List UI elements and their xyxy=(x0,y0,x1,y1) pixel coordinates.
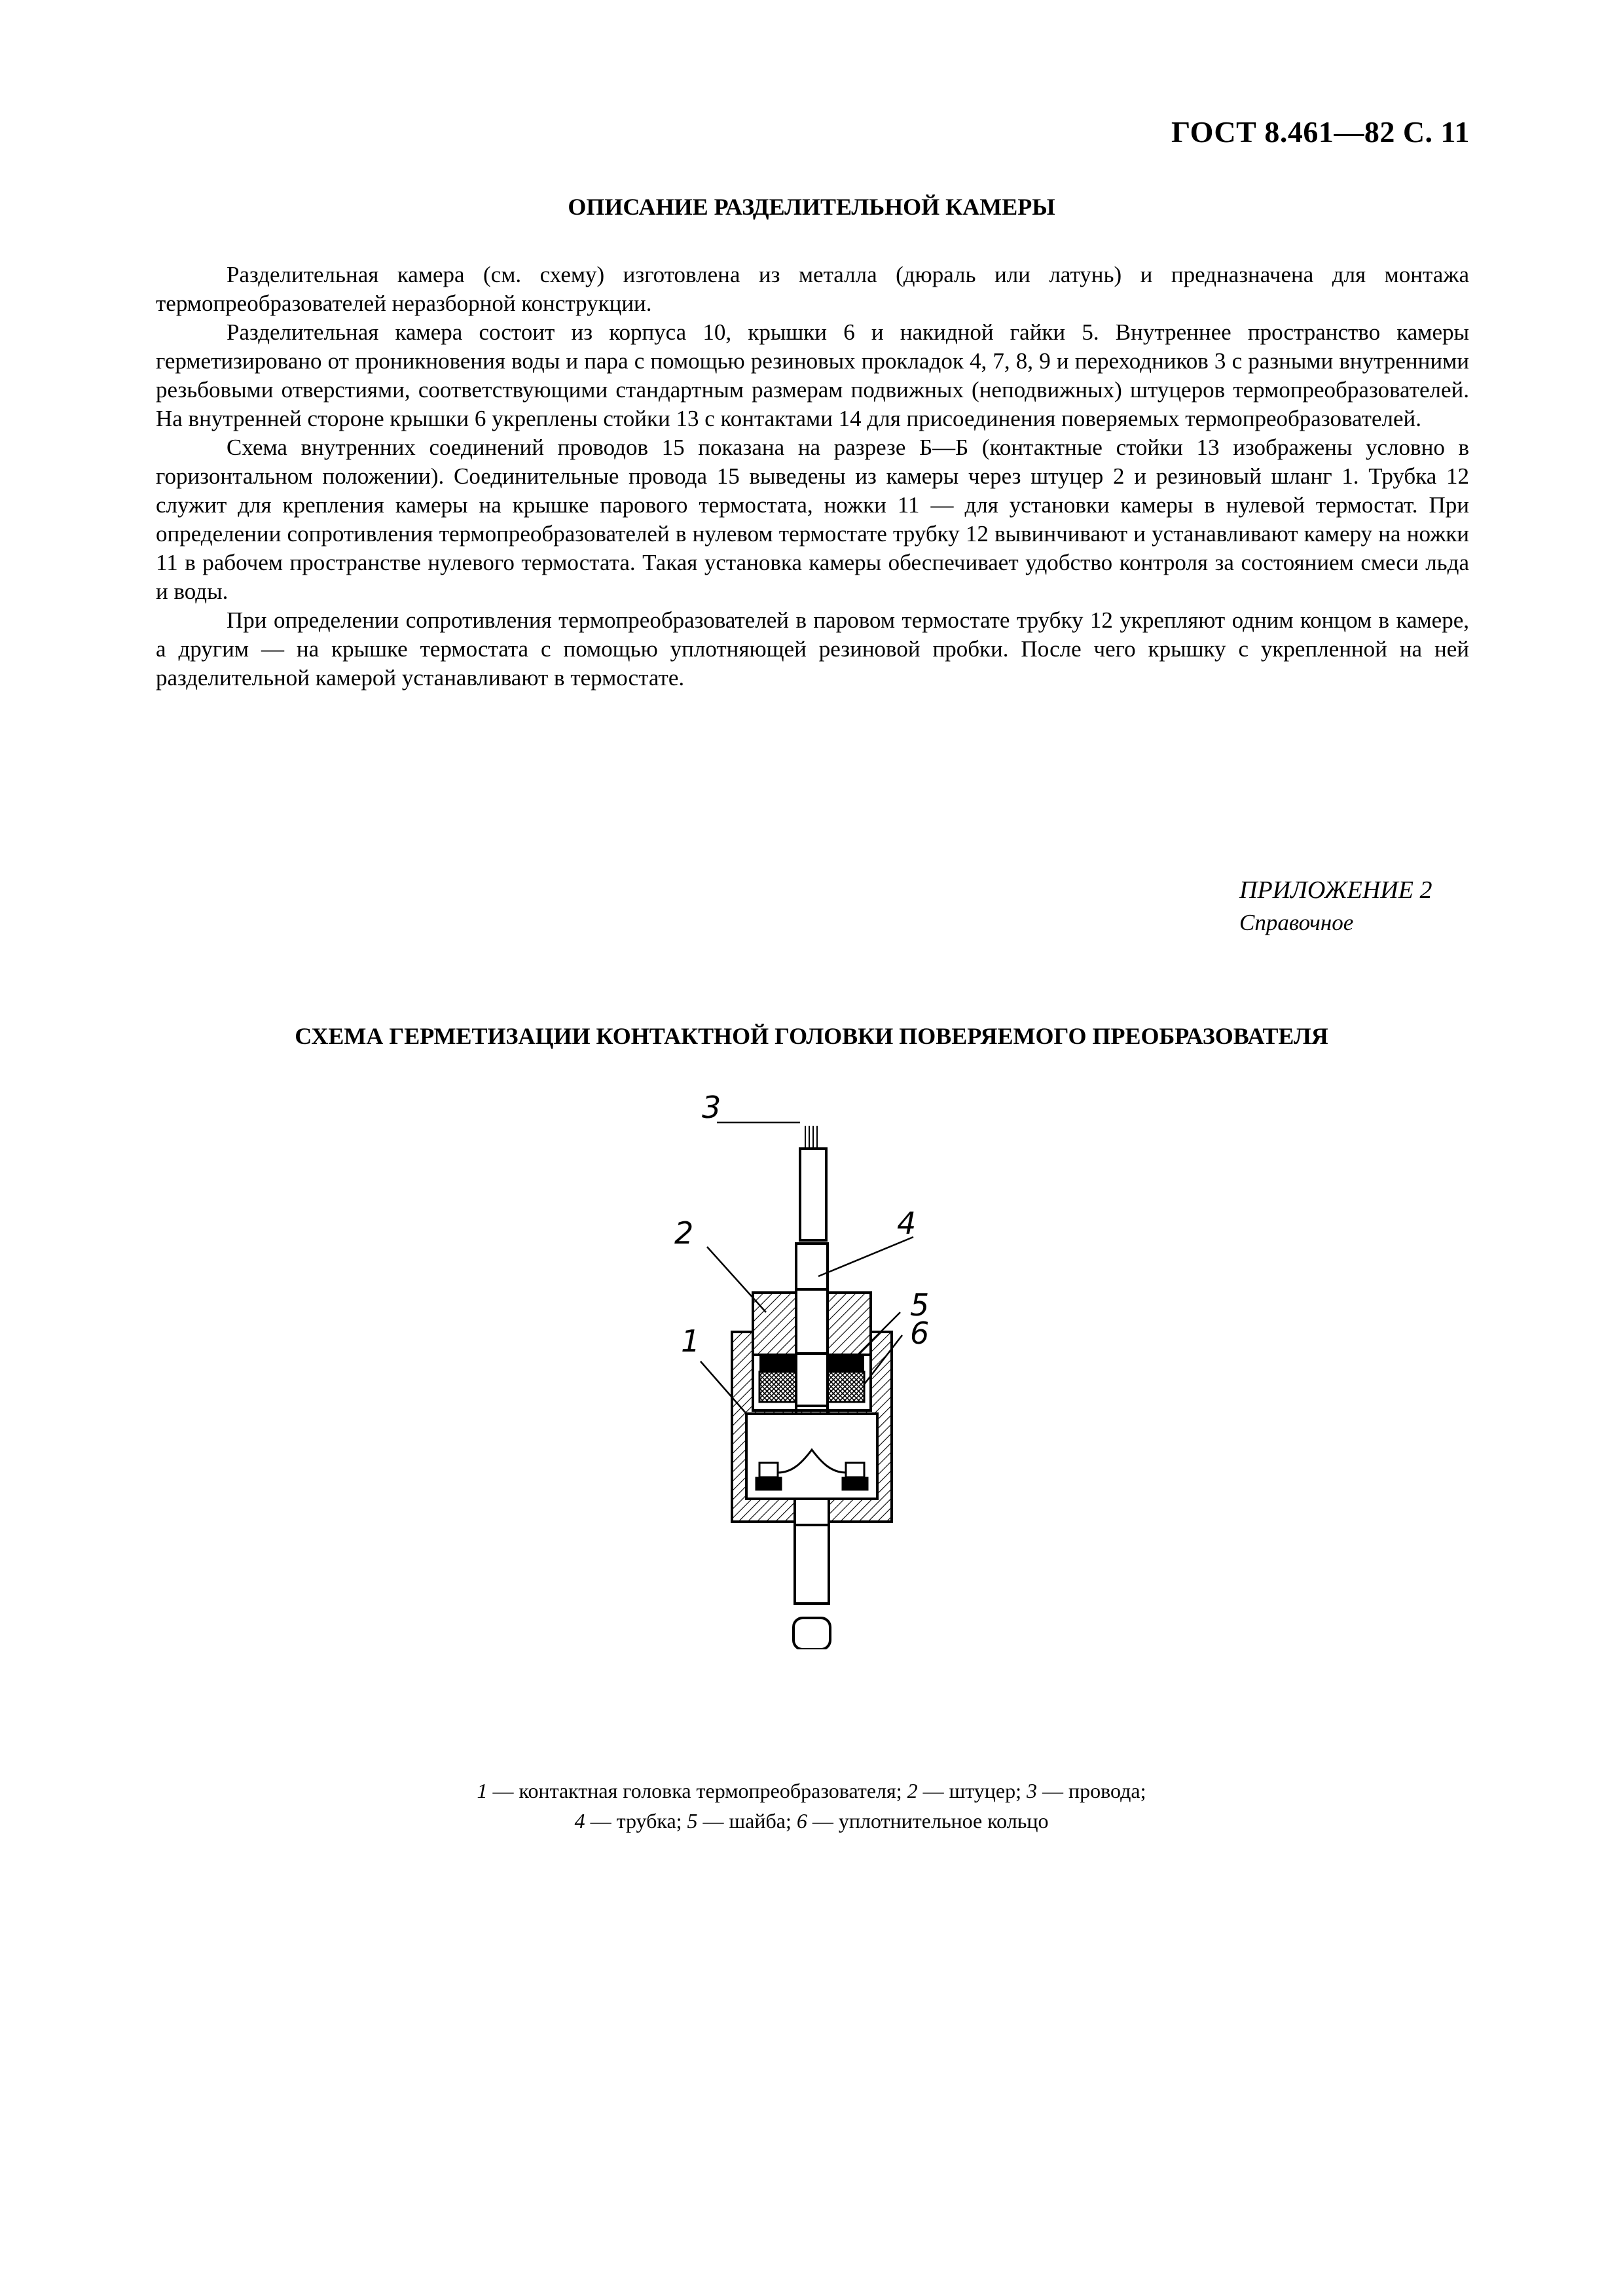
section-title-sealing-scheme: СХЕМА ГЕРМЕТИЗАЦИИ КОНТАКТНОЙ ГОЛОВКИ ПОВЕРЯЕМОГО ПРЕОБРАЗОВАТЕЛЯ xyxy=(295,1023,1328,1049)
sealing-scheme-drawing xyxy=(655,1086,995,1649)
caption-number: 5 xyxy=(687,1809,698,1833)
caption-number: 2 xyxy=(907,1779,918,1803)
body-text xyxy=(156,260,1469,692)
callout-6: 6 xyxy=(910,1316,930,1351)
lower-tube xyxy=(793,1525,830,1649)
caption-number: 3 xyxy=(1027,1779,1038,1803)
section-title-separation-chamber: ОПИСАНИЕ РАЗДЕЛИТЕЛЬНОЙ КАМЕРЫ xyxy=(568,194,1055,220)
caption-number: 6 xyxy=(796,1809,807,1833)
callout-2: 2 xyxy=(674,1215,694,1251)
paragraph: При определении сопротивления термопреобразователей в паровом термостате трубку 12 укрепляют одним концом в камере, а другим — на крышке термостата с помощью уплотняющей резиновой пробки. После чего крышку с укрепленной на ней разделительной камерой устанавливают в термостате. xyxy=(156,607,1469,691)
figure-caption xyxy=(0,1776,1623,1836)
callout-3: 3 xyxy=(702,1090,721,1125)
caption-text: — провода; xyxy=(1037,1779,1146,1803)
paragraph: Разделительная камера (см. схему) изготовлена из металла (дюраль или латунь) и предназначена для монтажа термопреобразователей неразборной конструкции. xyxy=(156,262,1469,316)
caption-text: — уплотнительное кольцо xyxy=(807,1809,1049,1833)
appendix-heading xyxy=(1239,874,1432,939)
paragraph: Разделительная камера состоит из корпуса 10, крышки 6 и накидной гайки 5. Внутреннее пространство камеры герметизировано от проникновения воды и пара с помощью резиновых прокладок 4, 7, 8, 9 и переходников 3 с разными внутренними резьбовыми отверстиями, соответствующими стандартным размерам подвижных (неподвижных) штуцеров термопреобразователей. На внутренней стороне крышки 6 укреплены стойки 13 с контактами 14 для присоединения поверяемых термопреобразователей. xyxy=(156,319,1469,431)
paragraph: Схема внутренних соединений проводов 15 показана на разрезе Б—Б (контактные стойки 13 изображены условно в горизонтальном положении). Соединительные провода 15 выведены из камеры через штуцер 2 и резиновый шланг 1. Трубка 12 служит для крепления камеры на крышке парового термостата, ножки 11 — для установки камеры в нулевой термостат. При определении сопротивления термопреобразователей в нулевом термостате трубку 12 вывинчивают и устанавливают камеру на ножки 11 в рабочем пространстве нулевого термостата. Такая установка камеры обеспечивает удобство контроля за состоянием смеси льда и воды. xyxy=(156,435,1469,604)
caption-line xyxy=(0,1776,1623,1806)
caption-number: 1 xyxy=(477,1779,488,1803)
callout-4: 4 xyxy=(897,1206,917,1241)
caption-line xyxy=(0,1806,1623,1836)
page-header: ГОСТ 8.461—82 С. 11 xyxy=(1171,115,1470,149)
caption-text: — штуцер; xyxy=(917,1779,1027,1803)
callout-5: 5 xyxy=(910,1287,930,1323)
appendix-label: ПРИЛОЖЕНИЕ 2 xyxy=(1239,876,1432,904)
appendix-note: Справочное xyxy=(1239,910,1354,935)
caption-text: — контактная головка термопреобразователя; xyxy=(487,1779,907,1803)
caption-text: — шайба; xyxy=(697,1809,797,1833)
caption-number: 4 xyxy=(574,1809,585,1833)
caption-text: — трубка; xyxy=(585,1809,687,1833)
callout-1: 1 xyxy=(681,1323,701,1359)
